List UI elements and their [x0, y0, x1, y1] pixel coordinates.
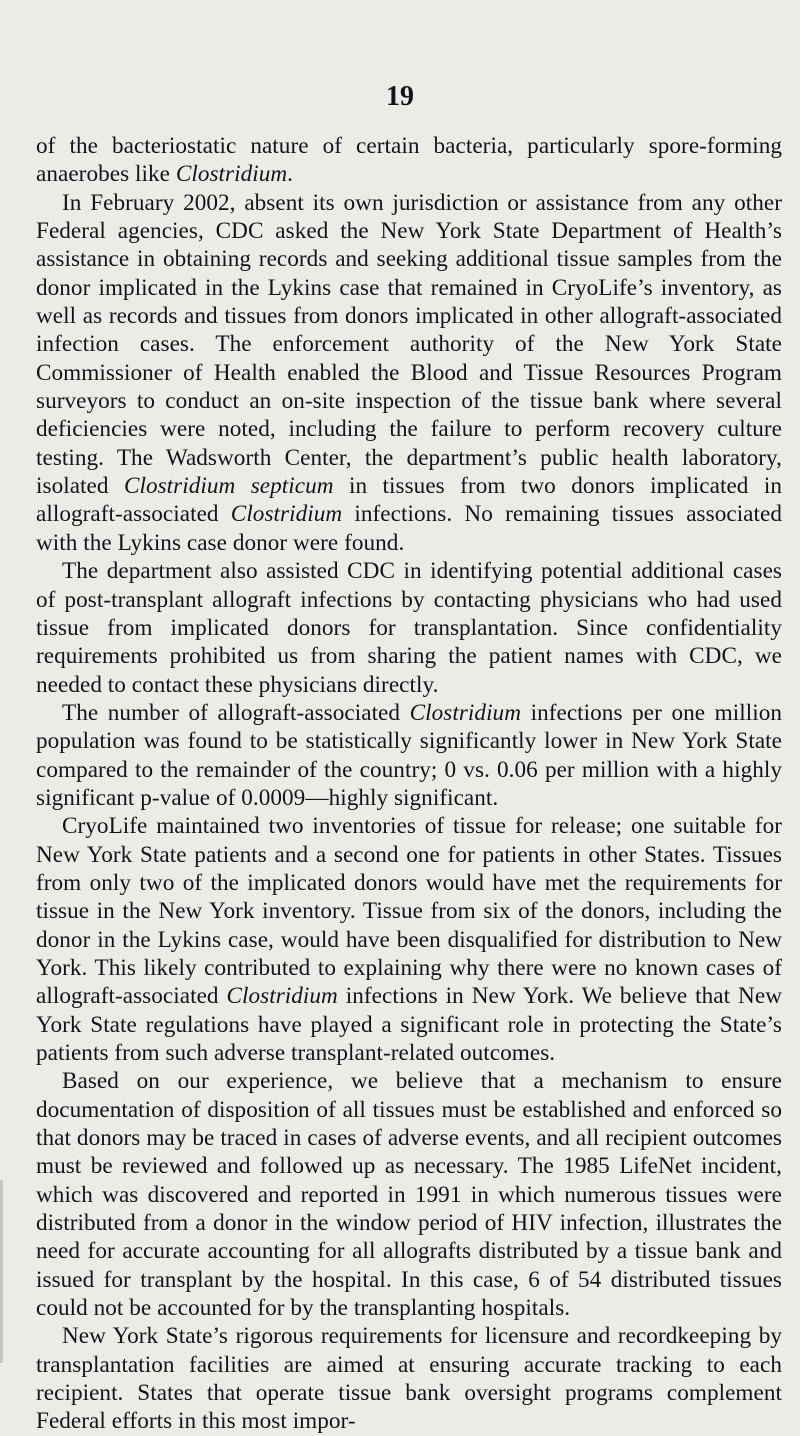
text-run: infections per one million population was found to be statistically significantly lower in New York State compared to the remainder of the country; 0 vs. 0.06 per million with a highly significant p-value of 0.0009—highly significant. — [36, 699, 782, 811]
text-run: The number of allograft-associated — [62, 699, 410, 726]
italic-term: Clostridium — [175, 161, 288, 188]
page-number: 19 — [386, 81, 414, 112]
italic-term: Clostridium — [409, 699, 521, 726]
text-run: The department also assisted CDC in identifying potential additional cases of post-transplant allograft infections by contacting physicians who had used tissue from implicated donors for transplantation. Since confidentiality requirements prohibited us from sharing the patient names with CDC, we needed to contact these physicians directly. — [36, 558, 782, 698]
text-run: infections in New York. We believe that New York State regulations have played a significant role in protecting the State’s patients from such adverse transplant-related outcomes. — [36, 983, 782, 1066]
body-text — [36, 132, 782, 1436]
paragraph — [36, 699, 782, 812]
italic-term: Clostridium — [226, 983, 338, 1010]
text-run: of the bacteriostatic nature of certain bacteria, particularly spore-forming anaerobes like — [36, 133, 782, 188]
text-run: infections. No remaining tissues associated with the Lykins case donor were found. — [36, 501, 782, 556]
scan-edge-shadow — [0, 1180, 3, 1363]
text-run: in tissues from two donors implicated in allograft-associated — [36, 473, 782, 528]
text-run: . — [287, 161, 294, 188]
paragraph — [36, 1067, 782, 1322]
paragraph — [36, 132, 782, 189]
paragraph — [36, 1322, 782, 1435]
paragraph — [36, 812, 782, 1067]
text-run: Based on our experience, we believe that a mechanism to ensure documentation of disposition of all tissues must be established and enforced so that donors may be traced in cases of adverse events, and all recipient outcomes must be reviewed and followed up as necessary. The 1985 LifeNet incident, which was discovered and reported in 1991 in which numerous tissues were distributed from a donor in the window period of HIV infection, illustrates the need for accurate accounting for all allografts distributed by a tissue bank and issued for transplant by the hospital. In this case, 6 of 54 distributed tissues could not be accounted for by the transplanting hospitals. — [36, 1068, 782, 1322]
italic-term: Clostridium septicum — [123, 473, 334, 500]
text-run: New York State’s rigorous requirements for licensure and recordkeeping by transplantation facilities are aimed at ensuring accurate tracking to each recipient. States that operate tissue bank oversight programs complement Federal efforts in this most impor- — [36, 1323, 782, 1435]
text-run: In February 2002, absent its own jurisdiction or assistance from any other Federal agencies, CDC asked the New York State Department of Health’s assistance in obtaining records and seeking additional tissue samples from the donor implicated in the Lykins case that remained in CryoLife’s inventory, as well as records and tissues from donors implicated in other allograft-associated infection cases. The enforcement authority of the New York State Commissioner of Health enabled the Blood and Tissue Resources Program surveyors to conduct an on-site inspection of the tissue bank where several deficiencies were noted, including the failure to perform recovery culture testing. The Wadsworth Center, the department’s public health laboratory, isolated — [36, 189, 782, 500]
text-run: CryoLife maintained two inventories of tissue for release; one suitable for New York State patients and a second one for patients in other States. Tissues from only two of the implicated donors would have met the requirements for tissue in the New York inventory. Tissue from six of the donors, including the donor in the Lykins case, would have been disqualified for distribution to New York. This likely contributed to explaining why there were no known cases of allograft-associated — [36, 813, 782, 1010]
paragraph — [36, 557, 782, 699]
italic-term: Clostridium — [230, 501, 343, 528]
paragraph — [36, 189, 782, 557]
